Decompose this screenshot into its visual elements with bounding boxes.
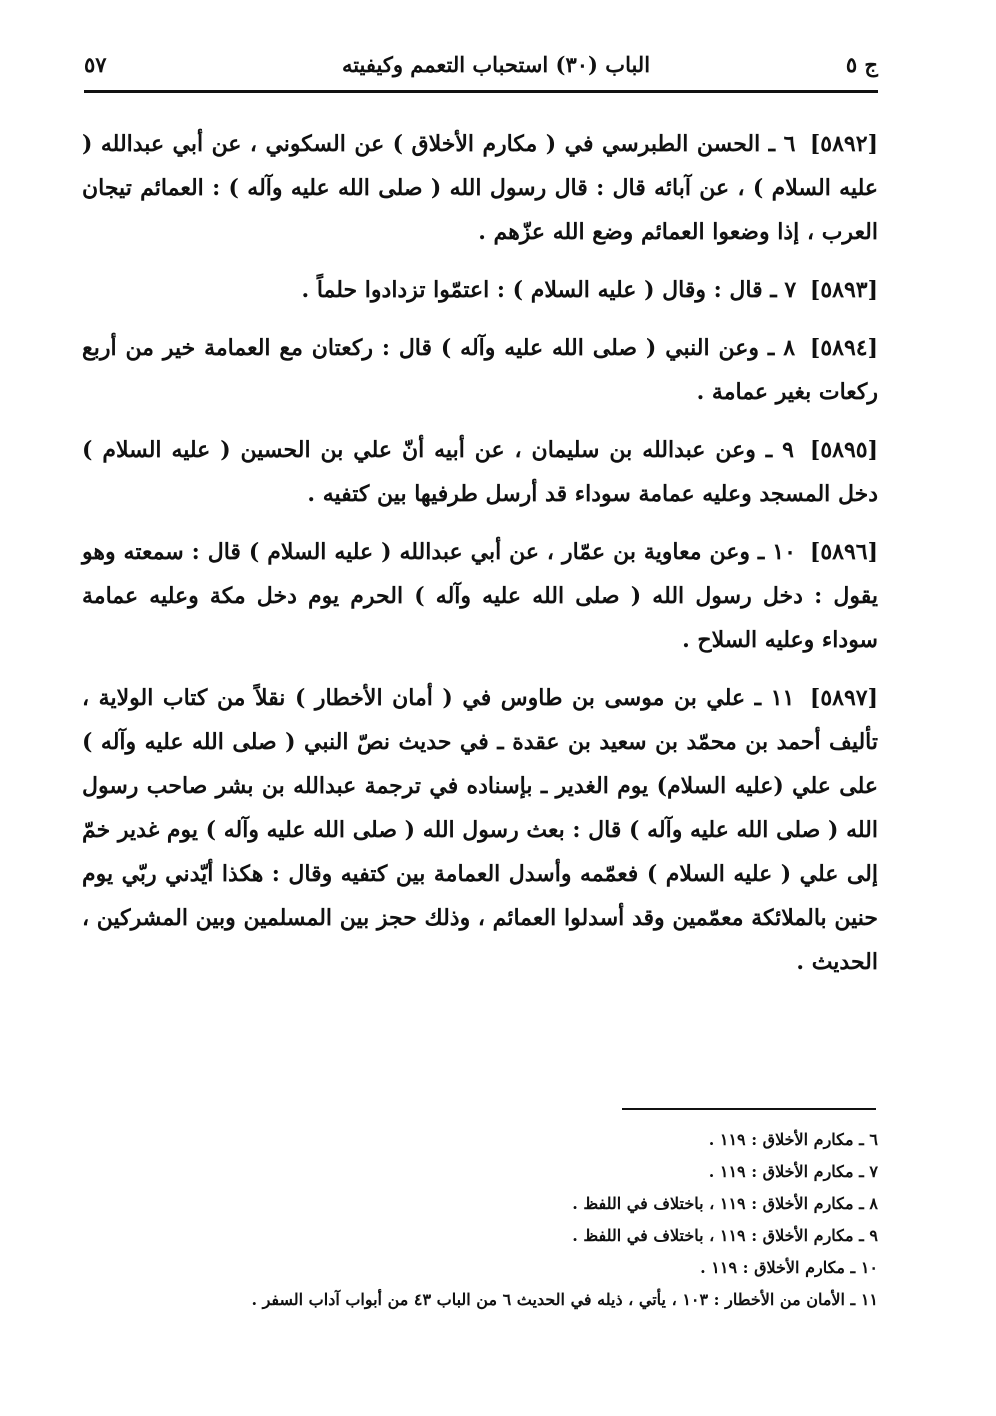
hadith-5894 xyxy=(82,326,878,414)
hadith-text: ٨ ـ وعن النبي ( صلى الله عليه وآله ) قال : ركعتان مع العمامة خير من أربع ركعات بغير عمامة . xyxy=(82,335,878,405)
footnote-8: ٨ ـ مكارم الأخلاق : ١١٩ ، باختلاف في اللفظ . xyxy=(572,1194,878,1213)
hadith-5896 xyxy=(82,530,878,662)
hadith-ref: [٥٨٩٢] xyxy=(809,131,878,157)
hadith-text: ٦ ـ الحسن الطبرسي في ( مكارم الأخلاق ) عن السكوني ، عن أبي عبدالله ( عليه السلام ) ، عن آبائه قال : قال رسول الله ( صلى الله عليه وآله ) : العمائم تيجان العرب ، إذا وضعوا العمائم وضع الله عزّهم . xyxy=(82,131,878,245)
chapter-title: الباب (٣٠) استحباب التعمم وكيفيته xyxy=(341,51,651,77)
hadith-5892 xyxy=(82,122,878,254)
hadith-text: ٧ ـ قال : وقال ( عليه السلام ) : اعتمّوا تزدادوا حلماً . xyxy=(301,277,797,303)
hadith-ref: [٥٨٩٤] xyxy=(809,335,878,361)
footnote-9: ٩ ـ مكارم الأخلاق : ١١٩ ، باختلاف في اللفظ . xyxy=(572,1226,878,1245)
footnote-divider xyxy=(622,1108,876,1110)
footnotes xyxy=(82,1124,878,1316)
hadith-5893 xyxy=(82,268,878,312)
hadith-ref: [٥٨٩٧] xyxy=(809,685,878,711)
hadith-5895 xyxy=(82,428,878,516)
header-divider xyxy=(84,90,878,93)
footnote-7: ٧ ـ مكارم الأخلاق : ١١٩ . xyxy=(708,1162,878,1181)
hadith-ref: [٥٨٩٥] xyxy=(809,437,878,463)
hadith-5897 xyxy=(82,676,878,984)
page-header xyxy=(84,44,878,84)
hadith-text: ٩ ـ وعن عبدالله بن سليمان ، عن أبيه أنّ علي بن الحسين ( عليه السلام ) دخل المسجد وعليه عمامة سوداء قد أرسل طرفيها بين كتفيه . xyxy=(82,437,878,507)
footnote-6: ٦ ـ مكارم الأخلاق : ١١٩ . xyxy=(708,1130,878,1149)
volume-label: ج ٥ xyxy=(845,51,878,77)
hadith-list xyxy=(82,122,878,998)
footnote-10: ١٠ ـ مكارم الأخلاق : ١١٩ . xyxy=(700,1258,878,1277)
hadith-text: ١٠ ـ وعن معاوية بن عمّار ، عن أبي عبدالله ( عليه السلام ) قال : سمعته وهو يقول : دخل رسول الله ( صلى الله عليه وآله ) الحرم يوم دخل مكة وعليه عمامة سوداء وعليه السلاح . xyxy=(82,539,878,653)
hadith-text: ١١ ـ علي بن موسى بن طاوس في ( أمان الأخطار ) نقلاً من كتاب الولاية ، تأليف أحمد بن محمّد بن سعيد بن عقدة ـ في حديث نصّ النبي ( صلى الله عليه وآله ) على علي (عليه السلام) يوم الغدير ـ بإسناده في ترجمة عبدالله بن بشر صاحب رسول الله ( صلى الله عليه وآله ) قال : بعث رسول الله ( صلى الله عليه وآله ) يوم غدير خمّ إلى علي ( عليه السلام ) فعمّمه وأسدل العمامة بين كتفيه وقال : هكذا أيّدني ربّي يوم حنين بالملائكة معمّمين وقد أسدلوا العمائم ، وذلك حجز بين المسلمين وبين المشركين ، الحديث . xyxy=(82,685,878,975)
hadith-ref: [٥٨٩٣] xyxy=(809,277,878,303)
page-number: ٥٧ xyxy=(84,51,107,77)
hadith-ref: [٥٨٩٦] xyxy=(809,539,878,565)
footnote-11: ١١ ـ الأمان من الأخطار : ١٠٣ ، يأتي ، ذيله في الحديث ٦ من الباب ٤٣ من أبواب آداب السفر . xyxy=(251,1290,878,1309)
